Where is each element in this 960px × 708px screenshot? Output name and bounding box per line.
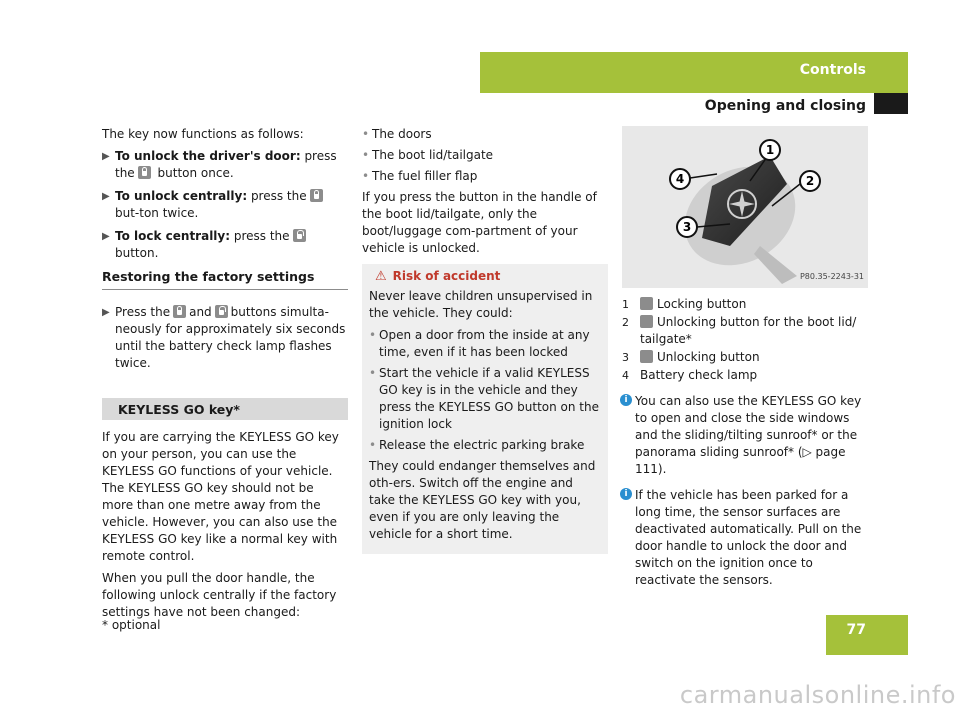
step-unlock-driver: ▶ To unlock the driver's door: press the button once. <box>102 149 337 180</box>
unlock-button-icon <box>310 189 323 202</box>
bullet-icon: • <box>362 127 370 141</box>
bullet-icon: • <box>362 169 370 183</box>
info-icon: i <box>620 394 632 406</box>
unlock-button-icon <box>173 305 186 318</box>
list-item: • The doors <box>362 127 432 141</box>
list-item: • Start the vehicle if a valid KEYLESS GO key is in the vehicle and they press the KEYLESS GO button on the ignition lock <box>369 366 600 431</box>
arrow-icon: ▶ <box>102 191 110 202</box>
step-lock-central: ▶ To lock centrally: press the button. <box>102 228 348 262</box>
keyless-heading: KEYLESS GO key* <box>102 398 348 420</box>
unlock-button-icon <box>640 350 653 363</box>
legend-item: 2 Unlocking button for the boot lid/ tailgate* <box>622 315 857 346</box>
warning-intro: Never leave children unsupervised in the vehicle. They could: <box>369 289 593 320</box>
info-note: i If the vehicle has been parked for a long time, the sensor surfaces are deactivated automatically. Pull on the door handle to unlock the door and switch on the ignition once to reactivate the sensors. <box>622 487 868 589</box>
column-right <box>622 126 868 589</box>
bullet-icon: • <box>362 148 370 162</box>
legend-item: 3 Unlocking button <box>622 350 760 364</box>
key-blade-shape <box>754 246 797 284</box>
arrow-icon: ▶ <box>102 231 110 242</box>
lock-button-icon <box>293 229 306 242</box>
legend-item: 4 Battery check lamp <box>622 368 758 382</box>
legend-number: 2 <box>622 316 629 329</box>
intro-text: The key now functions as follows: <box>102 127 304 141</box>
unlock-button-icon <box>138 166 151 179</box>
bullet-icon: • <box>369 328 377 342</box>
info-icon: i <box>620 488 632 500</box>
page-number: 77 <box>846 622 866 638</box>
step-label: To unlock the driver's door: <box>115 149 301 163</box>
warning-box <box>362 264 608 554</box>
page-number-band <box>826 615 908 655</box>
restore-heading: Restoring the factory settings <box>102 268 348 290</box>
list-item: • Release the electric parking brake <box>369 438 585 452</box>
bullet-icon: • <box>369 438 377 452</box>
info-note: i You can also use the KEYLESS GO key to open and close the side windows and the sliding/tilting sunroof* or the panorama sliding sunroof* (▷ page 111). <box>622 393 868 478</box>
callout-line <box>690 174 717 178</box>
watermark: carmanualsonline.info <box>679 681 956 708</box>
legend-number: 4 <box>622 369 629 382</box>
callout-1-label: 1 <box>765 143 775 157</box>
list-item: • The fuel filler flap <box>362 169 478 183</box>
section-title: Controls <box>799 62 866 78</box>
list-item: • The boot lid/tailgate <box>362 148 494 162</box>
bullet-icon: • <box>369 366 377 380</box>
legend-number: 3 <box>622 351 629 364</box>
warning-outro: They could endanger themselves and oth-ers. Switch off the engine and take the KEYLESS GO key with you, even if you are only leaving the vehicle for a short time. <box>369 459 596 541</box>
arrow-icon: ▶ <box>102 307 110 318</box>
list-item: • Open a door from the inside at any time, even if it has been locked <box>369 328 590 359</box>
arrow-icon: ▶ <box>102 151 110 162</box>
step-label: To lock centrally: <box>115 229 231 243</box>
legend-item: 1 Locking button <box>622 297 747 311</box>
lock-button-icon <box>215 305 228 318</box>
column-left <box>102 126 348 626</box>
warning-title: ⚠ Risk of accident <box>375 269 501 284</box>
step-label: To unlock centrally: <box>115 189 248 203</box>
footnote: * optional <box>102 618 161 632</box>
column-middle <box>362 126 608 554</box>
boot-paragraph: If you press the button in the handle of the boot lid/tailgate, only the boot/luggage com-partment of your vehicle is unlocked. <box>362 190 597 255</box>
step-restore: ▶ Press the and buttons simulta-neously for approximately six seconds until the battery check lamp flashes twice. <box>102 305 346 370</box>
subsection-title: Opening and closing <box>704 98 866 114</box>
photo-code: P80.35-2243-31 <box>799 272 864 281</box>
warning-icon: ⚠ <box>375 269 387 284</box>
key-illustration <box>622 126 868 288</box>
boot-unlock-button-icon <box>640 315 653 328</box>
callout-3-label: 3 <box>682 220 692 234</box>
callout-4-label: 4 <box>675 172 685 186</box>
lock-button-icon <box>640 297 653 310</box>
callout-2-label: 2 <box>805 174 815 188</box>
key-photo <box>622 126 868 288</box>
legend-number: 1 <box>622 298 629 311</box>
header-marker <box>874 93 908 114</box>
keyless-paragraph: If you are carrying the KEYLESS GO key on your person, you can use the KEYLESS GO functions of your vehicle. The KEYLESS GO key should not be more than one metre away from the vehicle. However, you can also use the KEYLESS GO key like a normal key with remote control. <box>102 430 339 563</box>
keyless-paragraph-2: When you pull the door handle, the following unlock centrally if the factory settings have not been changed: <box>102 571 337 619</box>
step-unlock-central: ▶ To unlock centrally: press the but-ton twice. <box>102 188 348 222</box>
